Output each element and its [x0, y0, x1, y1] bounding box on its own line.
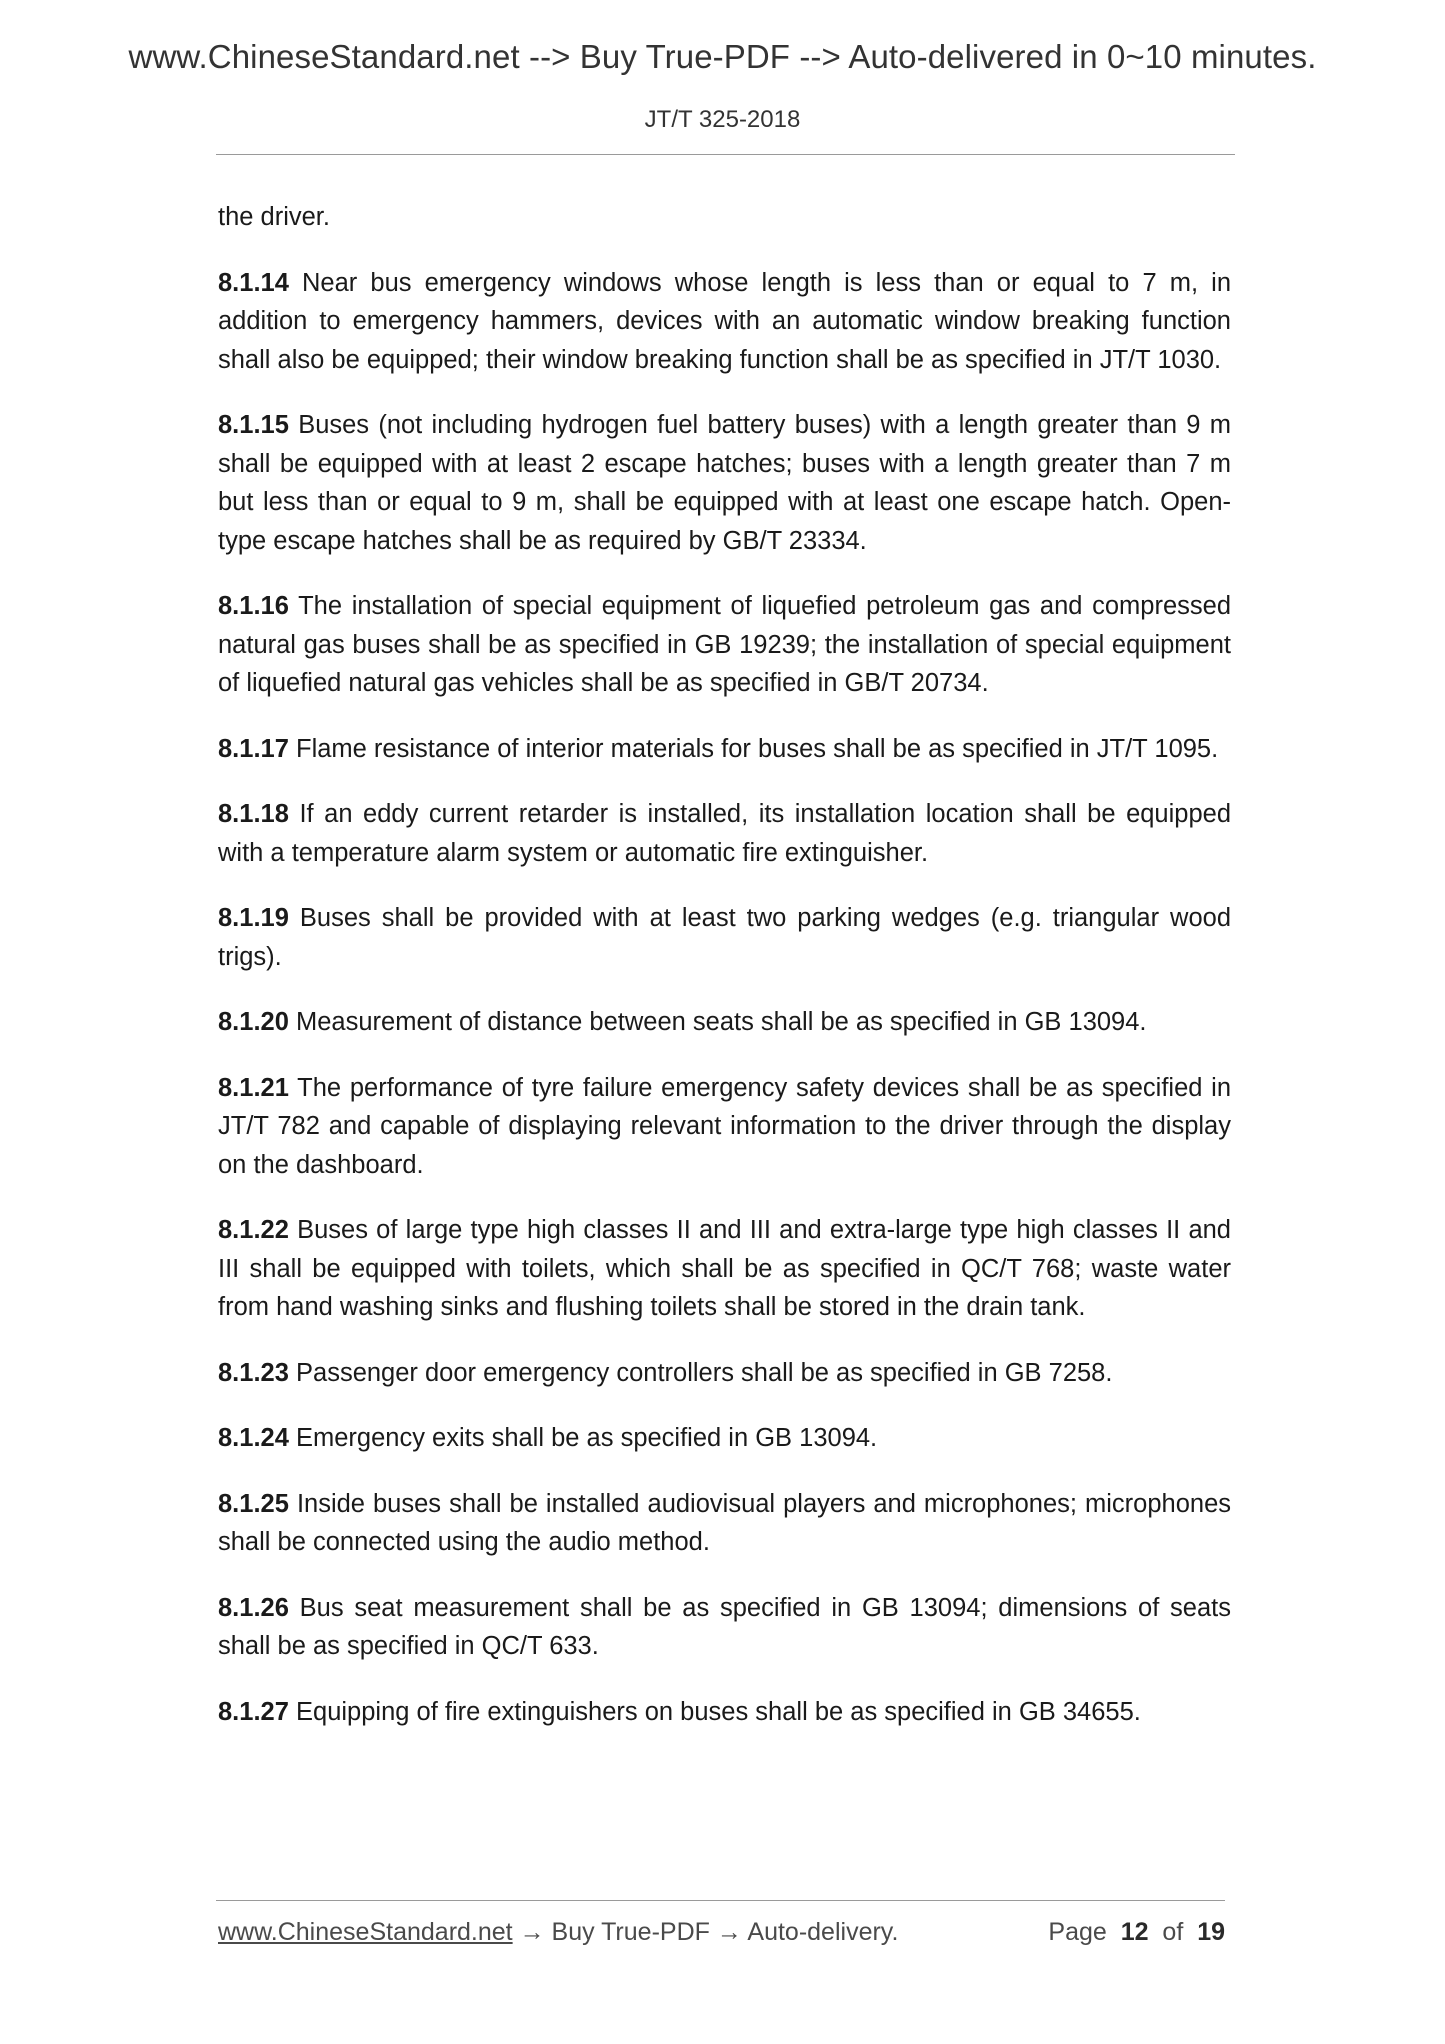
- clause-8-1-26: [218, 1589, 1231, 1666]
- page-indicator: [1048, 1918, 1225, 1947]
- standard-id-header: JT/T 325-2018: [644, 106, 801, 133]
- footer-promo: [218, 1918, 898, 1947]
- clause-8-1-27: [218, 1693, 1231, 1732]
- clause-8-1-14: [218, 264, 1231, 380]
- clause-text: Flame resistance of interior materials for buses shall be as specified in JT/T 1095.: [296, 734, 1219, 763]
- clause-number: 8.1.27: [218, 1697, 289, 1726]
- page-current: 12: [1120, 1918, 1149, 1946]
- clause-number: 8.1.22: [218, 1216, 289, 1244]
- clause-8-1-15: [218, 406, 1231, 560]
- page-of-label: of: [1162, 1918, 1184, 1946]
- clause-number: 8.1.17: [218, 734, 289, 763]
- clause-number: 8.1.18: [218, 800, 289, 828]
- clause-8-1-23: [218, 1354, 1231, 1393]
- clause-number: 8.1.16: [218, 592, 289, 620]
- footer-tagline: → Buy True-PDF → Auto-delivery.: [512, 1918, 899, 1946]
- clause-number: 8.1.23: [218, 1358, 289, 1387]
- clause-text: Measurement of distance between seats shall be as specified in GB 13094.: [296, 1008, 1147, 1036]
- clause-8-1-17: [218, 730, 1231, 769]
- clause-8-1-24: [218, 1419, 1231, 1458]
- clause-text: The installation of special equipment of liquefied petroleum gas and compressed natural gas buses shall be as specified in GB 19239; the installation of special equipment of liquefied natural gas vehicles shall be as specified in GB/T 20734.: [218, 592, 1231, 697]
- clause-text: Buses (not including hydrogen fuel battery buses) with a length greater than 9 m shall be equipped with at least 2 escape hatches; buses with a length greater than 7 m but less than or equal to 9 m, shall be equipped with at least one escape hatch. Open-type escape hatches shall be as required by GB/T 23334.: [218, 411, 1231, 555]
- clause-number: 8.1.24: [218, 1424, 289, 1452]
- page-label: Page: [1048, 1918, 1107, 1946]
- header-divider: [216, 154, 1235, 155]
- continuation-text: the driver.: [218, 203, 330, 231]
- clause-8-1-22: [218, 1211, 1231, 1327]
- clause-text: If an eddy current retarder is installed, its installation location shall be equipped with a temperature alarm system or automatic fire extinguisher.: [218, 800, 1232, 867]
- clause-number: 8.1.14: [218, 268, 289, 297]
- document-body: [218, 198, 1231, 1758]
- clause-8-1-25: [218, 1485, 1231, 1562]
- clause-text: Near bus emergency windows whose length is less than or equal to 7 m, in addition to emergency hammers, devices with an automatic window breaking function shall also be equipped; their window breaking function shall be as specified in JT/T 1030.: [218, 268, 1231, 374]
- page-total: 19: [1197, 1918, 1225, 1946]
- footer-divider: [216, 1900, 1225, 1901]
- clause-number: 8.1.26: [218, 1593, 289, 1622]
- clause-8-1-20: [218, 1003, 1231, 1042]
- clause-text: Equipping of fire extinguishers on buses shall be as specified in GB 34655.: [296, 1697, 1141, 1726]
- clause-8-1-19: [218, 899, 1231, 976]
- clause-text: The performance of tyre failure emergency safety devices shall be as specified in JT/T 782 and capable of displaying relevant information to the driver through the display on the dashboard.: [218, 1073, 1232, 1179]
- footer-site-link[interactable]: www.ChineseStandard.net: [218, 1918, 513, 1946]
- clause-text: Passenger door emergency controllers shall be as specified in GB 7258.: [296, 1358, 1113, 1387]
- clause-number: 8.1.21: [218, 1073, 289, 1102]
- clause-number: 8.1.15: [218, 411, 289, 439]
- clause-text: Emergency exits shall be as specified in GB 13094.: [296, 1424, 878, 1452]
- clause-8-1-21: [218, 1069, 1231, 1185]
- clause-text: Buses shall be provided with at least two parking wedges (e.g. triangular wood trigs).: [218, 904, 1231, 971]
- page-footer: [218, 1918, 1225, 1954]
- clause-number: 8.1.25: [218, 1489, 289, 1518]
- clause-text: Bus seat measurement shall be as specified in GB 13094; dimensions of seats shall be as specified in QC/T 633.: [218, 1593, 1231, 1660]
- clause-text: Buses of large type high classes II and III and extra-large type high classes II and III shall be equipped with toilets, which shall be as specified in QC/T 768; waste water from hand washing sinks and flushing toilets shall be stored in the drain tank.: [218, 1216, 1231, 1321]
- clause-text: Inside buses shall be installed audiovisual players and microphones; microphones shall be connected using the audio method.: [218, 1489, 1231, 1556]
- clause-number: 8.1.19: [218, 904, 289, 932]
- site-banner: www.ChineseStandard.net --> Buy True-PDF --> Auto-delivered in 0~10 minutes.: [128, 38, 1317, 75]
- clause-8-1-18: [218, 795, 1231, 872]
- clause-number: 8.1.20: [218, 1008, 289, 1036]
- clause-8-1-16: [218, 587, 1231, 703]
